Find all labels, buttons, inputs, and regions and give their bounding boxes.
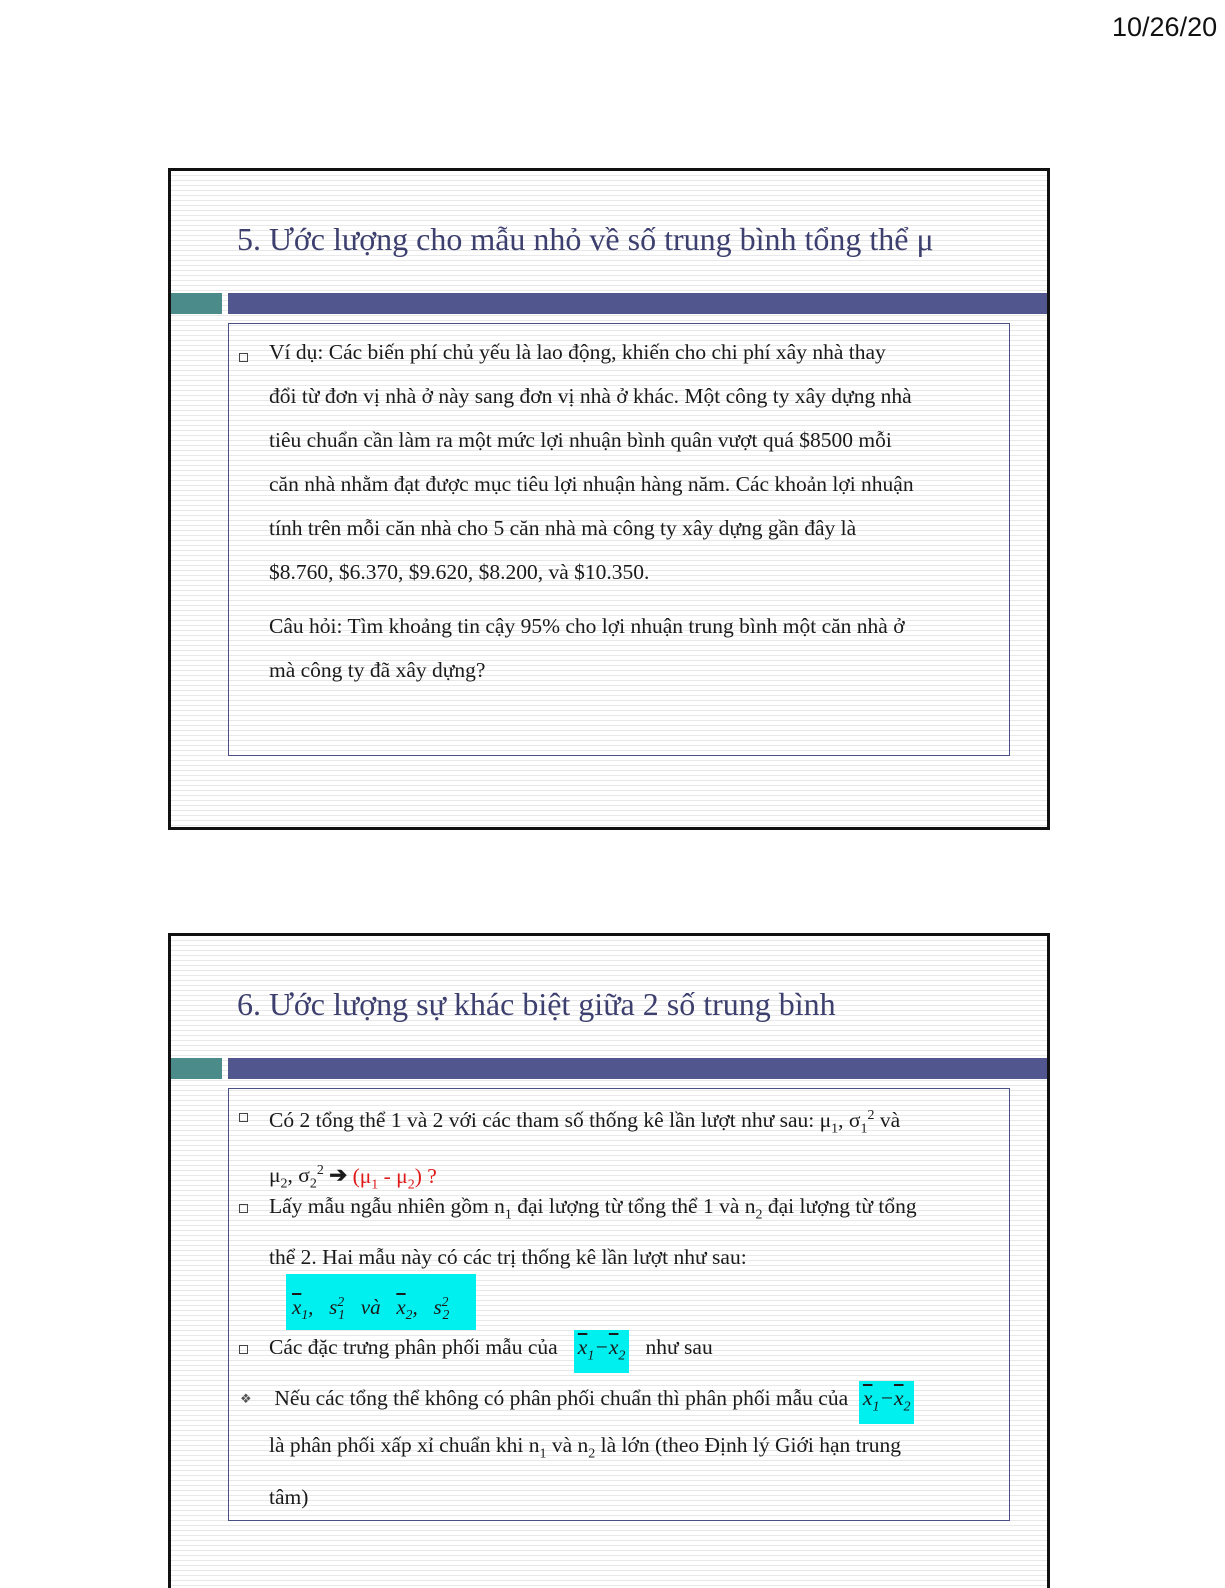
text-line: tâm) <box>269 1484 309 1509</box>
sample-statistics-formula: $\overline{x}_1$, $s^2_1$ và $\overline{x}_2$, $s^2_2$ <box>286 1274 476 1330</box>
text-line: Nếu các tổng thể không có phân phối chuẩn thì phân phối mẫu của $\overline{x}_1-\overline{x}_2$ <box>269 1377 1009 1424</box>
square-bullet-icon <box>239 1204 248 1213</box>
text-line: đổi từ đơn vị nhà ở này sang đơn vị nhà ở khác. Một công ty xây dựng nhà <box>269 384 912 408</box>
square-bullet-icon <box>239 1345 248 1354</box>
bullet-distribution: Các đặc trưng phân phối mẫu của $\overline{x}_1-\overline{x}_2$ như sau <box>269 1327 1009 1373</box>
diamond-bullet-icon: ❖ <box>240 1391 252 1406</box>
square-bullet-icon <box>239 353 248 362</box>
text-line: tính trên mỗi căn nhà cho 5 căn nhà mà công ty xây dựng gần đây là <box>269 516 857 540</box>
text-line: tiêu chuẩn cần làm ra một mức lợi nhuận bình quân vượt quá $8500 mỗi <box>269 428 892 452</box>
title-bar-accent <box>171 293 222 314</box>
difference-formula: $\overline{x}_1-\overline{x}_2$ <box>859 1381 915 1424</box>
page-date: 10/26/20 <box>1112 12 1218 42</box>
arrow-icon: ➔ <box>323 1163 353 1188</box>
square-bullet-icon <box>239 1113 248 1122</box>
text-line: mà công ty đã xây dựng? <box>269 658 486 682</box>
text-line: Câu hỏi: Tìm khoảng tin cậy 95% cho lợi nhuận trung bình một căn nhà ở <box>269 614 905 638</box>
example-paragraph <box>269 330 1009 594</box>
title-bar <box>228 293 1047 314</box>
title-bar-accent <box>171 1058 222 1079</box>
question-paragraph <box>269 604 1009 692</box>
text-line: Có 2 tổng thể 1 và 2 với các tham số thống kê lần lượt như sau: $\mu_1$, $\sigma_1^2$ và <box>269 1108 901 1137</box>
text-line: $8.760, $6.370, $9.620, $8.200, và $10.350. <box>269 560 650 584</box>
text-line: $\mu_2$, $\sigma_2^2$ ➔ $(\mu_1 - \mu_2)$ ? <box>269 1163 437 1192</box>
text-line: Ví dụ: Các biến phí chủ yếu là lao động, khiến cho chi phí xây nhà thay <box>269 340 886 364</box>
text-line: là phân phối xấp xỉ chuẩn khi $n_1$ và $n_2$ là lớn (theo Định lý Giới hạn trung <box>269 1433 902 1462</box>
title-bar <box>228 1058 1047 1079</box>
content-box <box>228 1088 1010 1521</box>
text-line: thể 2. Hai mẫu này có các trị thống kê lần lượt như sau: <box>269 1245 747 1270</box>
slide-2 <box>168 933 1050 1588</box>
difference-target: $(\mu_1 - \mu_2)$ ? <box>352 1163 437 1192</box>
bullet-clt <box>269 1377 1009 1518</box>
difference-formula: $\overline{x}_1-\overline{x}_2$ <box>574 1330 630 1373</box>
slide-title: 6. Ước lượng sự khác biệt giữa 2 số trung bình <box>237 986 836 1022</box>
slide-title: 5. Ước lượng cho mẫu nhỏ về số trung bình tổng thể μ <box>237 221 934 257</box>
text-line: Lấy mẫu ngẫu nhiên gồm $n_1$ đại lượng từ tổng thể 1 và $n_2$ đại lượng từ tổng <box>269 1194 917 1223</box>
text-line: căn nhà nhằm đạt được mục tiêu lợi nhuận hàng năm. Các khoản lợi nhuận <box>269 472 914 496</box>
content-box <box>228 323 1010 756</box>
slide-1 <box>168 168 1050 830</box>
bullet-sampling <box>269 1185 1009 1278</box>
